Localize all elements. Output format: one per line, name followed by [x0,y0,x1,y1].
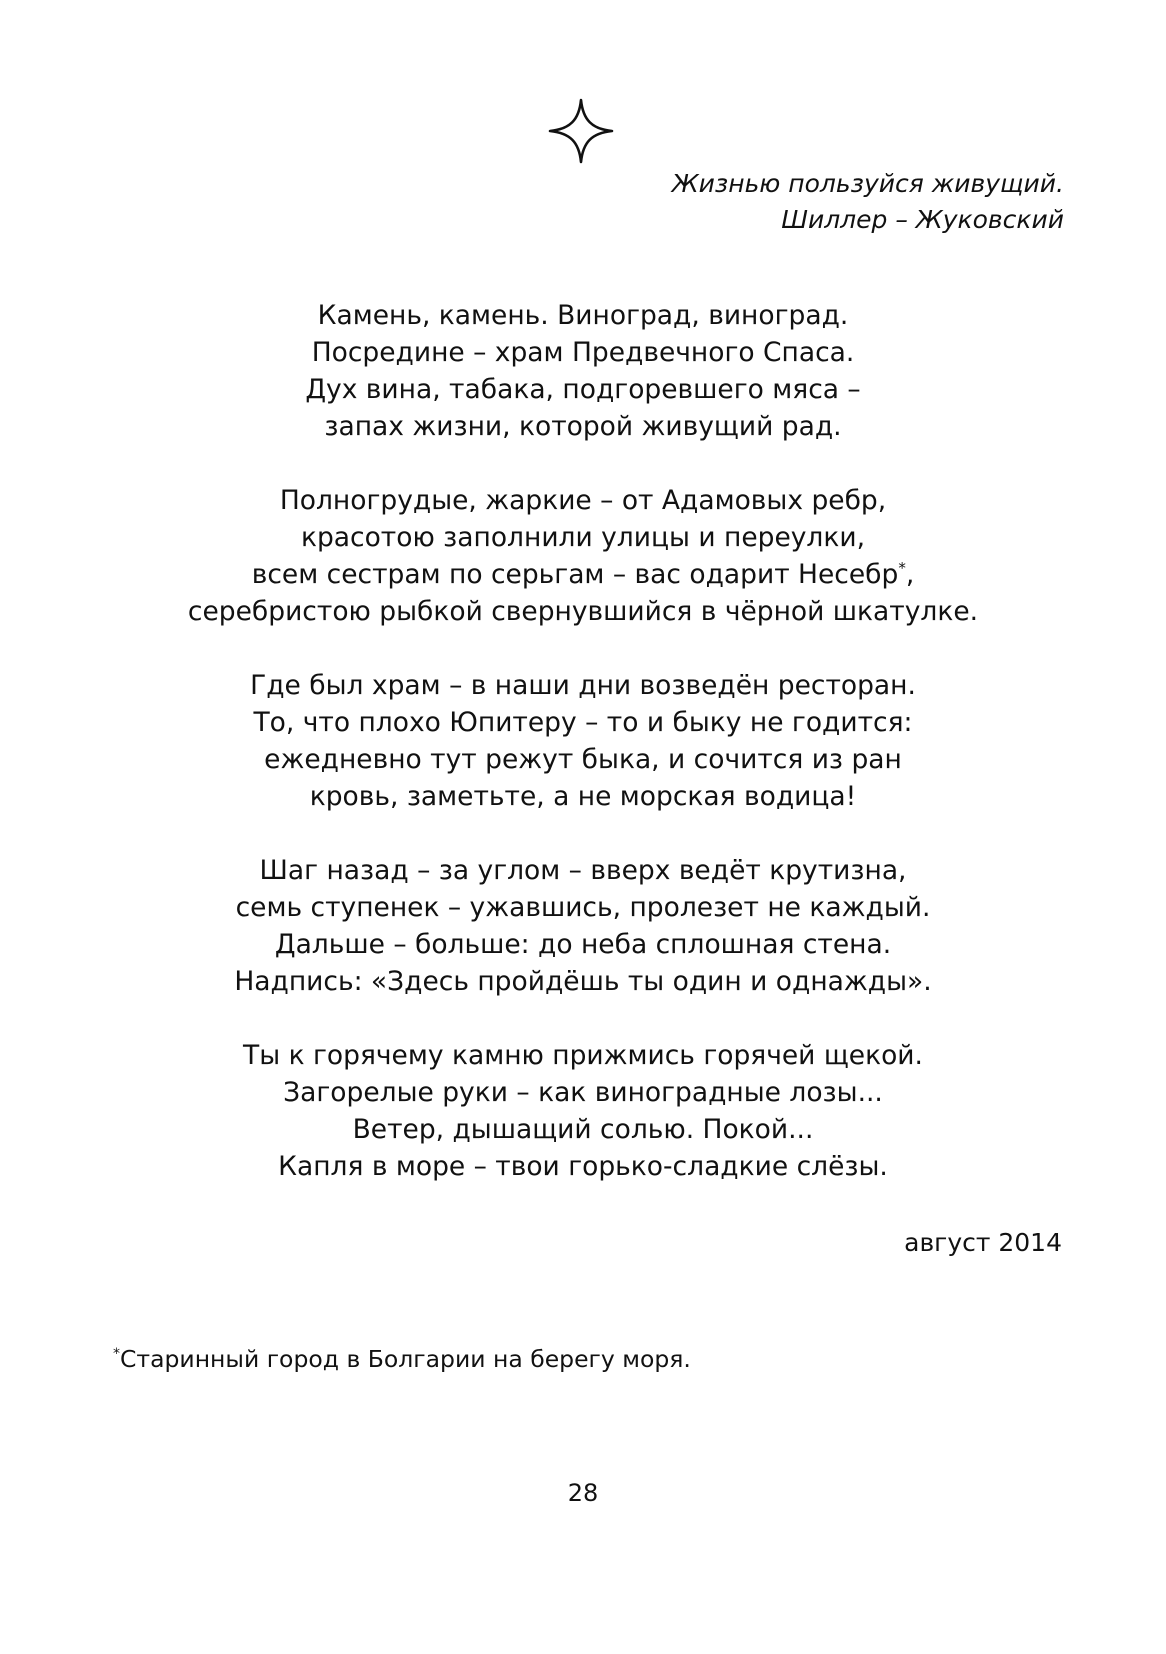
poem-line: Полногрудые, жаркие – от Адамовых ребр, [279,485,887,516]
poem-line: То, что плохо Юпитеру – то и быку не годится: [253,707,913,738]
poem-line: Ты к горячему камню прижмись горячей щекой. [243,1040,923,1071]
stanza [0,667,1166,815]
page-number: 28 [567,1479,599,1507]
poem-line: кровь, заметьте, а не морская водица! [309,781,857,812]
poem-line: Камень, камень. Виноград, виноград. [317,300,849,331]
footnote [113,1342,691,1376]
poem-line-punctuation: , [905,559,915,590]
poem-line: Ветер, дышащий солью. Покой... [352,1114,814,1145]
poem-line: Шаг назад – за углом – вверх ведёт крутизна, [259,855,907,886]
stanza [0,852,1166,1000]
poem-date: август 2014 [904,1228,1062,1257]
poem-line: ежедневно тут режут быка, и сочится из ран [264,744,902,775]
four-point-star-icon [548,98,614,164]
footnote-marker: * [113,1346,120,1363]
epigraph-author: Шиллер – Жуковский [781,205,1064,234]
poem-line: серебристою рыбкой свернувшийся в чёрной шкатулке. [187,596,979,627]
poem-line: Надпись: «Здесь пройдёшь ты один и однажды». [234,966,932,997]
poem [0,297,1166,1222]
stanza [0,297,1166,445]
poem-line: запах жизни, которой живущий рад. [324,411,842,442]
poem-line: Посредине – храм Предвечного Спаса. [311,337,855,368]
poem-line: Где был храм – в наши дни возведён ресторан. [250,670,916,701]
poem-line: Дальше – больше: до неба сплошная стена. [274,929,892,960]
poem-line-text: всем сестрам по серьгам – вас одарит Несебр [251,559,899,590]
footnote-text: Старинный город в Болгарии на берегу моря. [120,1345,691,1373]
poem-line: Загорелые руки – как виноградные лозы... [283,1077,883,1108]
poem-line-with-footnote [0,556,1166,593]
poem-line: красотою заполнили улицы и переулки, [300,522,866,553]
stanza [0,482,1166,630]
epigraph-quote: Жизнью пользуйся живущий. [671,169,1064,198]
poem-line: Капля в море – твои горько-сладкие слёзы. [278,1151,888,1182]
poem-line: Дух вина, табака, подгоревшего мяса – [305,374,861,405]
footnote-reference: * [898,559,906,578]
poem-line: семь ступенек – ужавшись, пролезет не каждый. [235,892,931,923]
epigraph [672,166,1064,238]
stanza [0,1037,1166,1185]
